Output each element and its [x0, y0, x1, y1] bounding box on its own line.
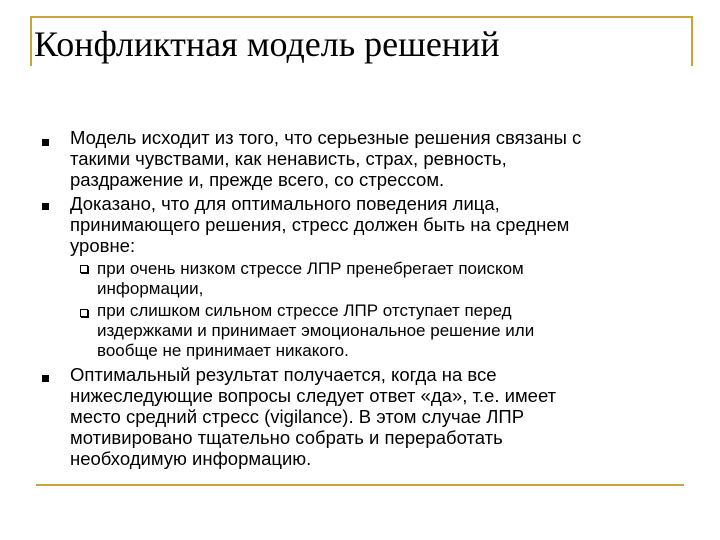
title-frame-left-line — [30, 16, 32, 66]
bullet-text-2 — [70, 193, 690, 256]
text-line: вообще не принимает никакого. — [97, 341, 349, 360]
text-line: нижеследующие вопросы следует ответ «да», т.е. имеет — [70, 385, 557, 406]
text-line: место средний стресс (vigilance). В этом случае ЛПР — [70, 406, 525, 427]
bullet-text-1 — [70, 127, 690, 190]
text-line: Оптимальный результат получается, когда на все — [70, 364, 497, 385]
square-bullet-icon — [42, 375, 49, 382]
hollow-square-bullet-icon — [80, 265, 88, 273]
square-bullet-icon — [42, 139, 49, 146]
text-line: уровне: — [70, 235, 136, 256]
text-line: необходимую информацию. — [70, 448, 312, 469]
text-line: принимающего решения, стресс должен быть на среднем — [70, 214, 570, 235]
text-line: Доказано, что для оптимального поведения лица, — [70, 193, 500, 214]
text-line: такими чувствами, как ненависть, страх, ревность, — [70, 148, 507, 169]
text-line: информации, — [97, 279, 204, 298]
text-line: раздражение и, прежде всего, со стрессом. — [70, 169, 445, 190]
text-line: при очень низком стрессе ЛПР пренебрегает поиском — [97, 259, 524, 278]
title-frame-right-line — [691, 16, 693, 66]
text-line: мотивировано тщательно собрать и переработать — [70, 427, 503, 448]
title-frame-top-line — [30, 16, 692, 18]
square-bullet-icon — [42, 203, 49, 210]
bullet-text-3 — [70, 364, 690, 469]
sub-bullet-text-2 — [97, 301, 687, 361]
bottom-divider-line — [36, 484, 684, 486]
sub-bullet-text-1 — [97, 259, 687, 299]
text-line: Модель исходит из того, что серьезные решения связаны с — [70, 127, 582, 148]
text-line: издержками и принимает эмоциональное решение или — [97, 321, 535, 340]
hollow-square-bullet-icon — [80, 309, 88, 317]
slide-title: Конфликтная модель решений — [34, 24, 500, 64]
text-line: при слишком сильном стрессе ЛПР отступает перед — [97, 301, 512, 320]
